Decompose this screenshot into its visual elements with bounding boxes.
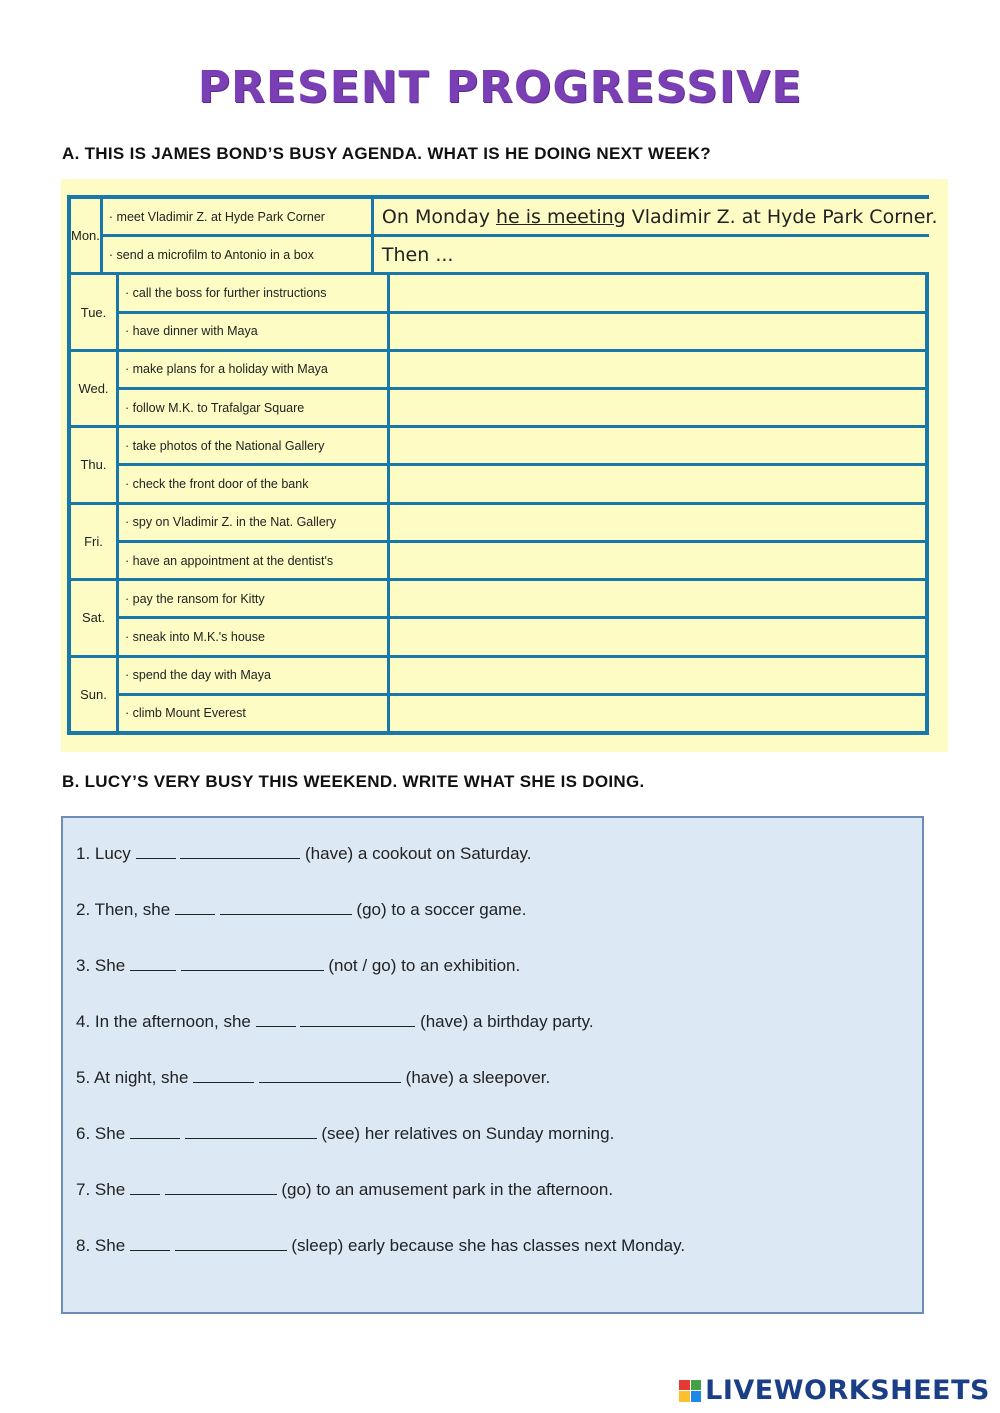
blank-verb[interactable] — [300, 1012, 415, 1027]
task-text: · check the front door of the bank — [119, 466, 387, 501]
exercise-sentence — [76, 1180, 613, 1200]
agenda-row — [119, 275, 925, 310]
blank-auxiliary[interactable] — [193, 1068, 254, 1083]
logo-text: LIVEWORKSHEETS — [705, 1375, 990, 1406]
exercise-sentence — [76, 844, 532, 864]
exercise-sentence — [76, 1012, 594, 1032]
task-text: · pay the ransom for Kitty — [119, 581, 387, 616]
task-text: · follow M.K. to Trafalgar Square — [119, 390, 387, 425]
exercise-b-box — [61, 816, 924, 1314]
blank-auxiliary[interactable] — [256, 1012, 296, 1027]
agenda-background — [61, 179, 948, 752]
example-then: Then ... — [381, 243, 454, 266]
blank-auxiliary[interactable] — [136, 844, 176, 859]
agenda-row — [119, 696, 925, 731]
task-text: · take photos of the National Gallery — [119, 428, 387, 463]
sentence-start: 8. She — [76, 1236, 126, 1255]
exercise-sentence — [76, 900, 526, 920]
sentence-hint: (have) a cookout on Saturday. — [305, 844, 532, 863]
sentence-start: 5. At night, she — [76, 1068, 189, 1087]
agenda-table — [67, 195, 938, 735]
day-label: Thu. — [71, 428, 116, 501]
agenda-row — [119, 543, 925, 578]
task-text: · spend the day with Maya — [119, 658, 387, 693]
task-text: · sneak into M.K.'s house — [119, 619, 387, 654]
logo-icon — [679, 1380, 701, 1402]
agenda-row — [103, 199, 938, 234]
sentence-hint: (have) a sleepover. — [405, 1068, 551, 1087]
blank-verb[interactable] — [175, 1236, 287, 1251]
agenda-row — [119, 619, 925, 654]
sentence-hint: (see) her relatives on Sunday morning. — [321, 1124, 615, 1143]
example-underlined: he is meeting — [496, 205, 626, 228]
liveworksheets-logo — [679, 1375, 990, 1406]
sentence-start: 7. She — [76, 1180, 126, 1199]
blank-verb[interactable] — [181, 956, 324, 971]
page-title: PRESENT PROGRESSIVE — [197, 62, 803, 113]
blank-auxiliary[interactable] — [175, 900, 215, 915]
answer-field[interactable] — [390, 428, 925, 463]
answer-field[interactable] — [374, 199, 938, 234]
day-group — [71, 505, 925, 578]
task-text: · make plans for a holiday with Maya — [119, 352, 387, 387]
answer-field[interactable] — [390, 352, 925, 387]
answer-field[interactable] — [390, 314, 925, 349]
answer-field[interactable] — [390, 658, 925, 693]
sentence-start: 1. Lucy — [76, 844, 131, 863]
agenda-row — [119, 428, 925, 463]
example-pre: On Monday — [381, 205, 496, 228]
day-label: Tue. — [71, 275, 116, 348]
day-group — [71, 428, 925, 501]
agenda-row — [119, 390, 925, 425]
task-text: · have an appointment at the dentist's — [119, 543, 387, 578]
logo-square — [679, 1391, 690, 1402]
answer-field[interactable] — [390, 390, 925, 425]
section-a-heading: A. THIS IS JAMES BOND’S BUSY AGENDA. WHAT IS HE DOING NEXT WEEK? — [62, 144, 711, 163]
logo-square — [679, 1380, 690, 1391]
day-group — [71, 199, 938, 272]
blank-verb[interactable] — [165, 1180, 277, 1195]
task-text: · send a microfilm to Antonio in a box — [103, 237, 371, 272]
blank-auxiliary[interactable] — [130, 956, 176, 971]
blank-verb[interactable] — [220, 900, 352, 915]
sentence-start: 3. She — [76, 956, 126, 975]
sentence-hint: (have) a birthday party. — [420, 1012, 594, 1031]
task-text: · have dinner with Maya — [119, 314, 387, 349]
logo-square — [691, 1380, 702, 1391]
day-group — [71, 275, 925, 348]
day-label: Mon. — [71, 199, 100, 272]
blank-auxiliary[interactable] — [130, 1124, 180, 1139]
day-group — [71, 581, 925, 654]
blank-verb[interactable] — [180, 844, 300, 859]
sentence-hint: (go) to an amusement park in the afternoon. — [281, 1180, 614, 1199]
task-text: · spy on Vladimir Z. in the Nat. Gallery — [119, 505, 387, 540]
agenda-row — [119, 658, 925, 693]
day-label: Sat. — [71, 581, 116, 654]
task-text: · climb Mount Everest — [119, 696, 387, 731]
answer-field[interactable] — [390, 619, 925, 654]
agenda-row — [119, 581, 925, 616]
blank-verb[interactable] — [185, 1124, 317, 1139]
agenda-row — [119, 466, 925, 501]
blank-auxiliary[interactable] — [130, 1236, 170, 1251]
blank-auxiliary[interactable] — [130, 1180, 160, 1195]
answer-field[interactable] — [390, 505, 925, 540]
answer-field[interactable] — [390, 543, 925, 578]
sentence-hint: (go) to a soccer game. — [356, 900, 527, 919]
logo-square — [691, 1391, 702, 1402]
section-b-heading: B. LUCY’S VERY BUSY THIS WEEKEND. WRITE WHAT SHE IS DOING. — [62, 772, 645, 791]
example-post: Vladimir Z. at Hyde Park Corner. — [625, 205, 938, 228]
day-group — [71, 352, 925, 425]
answer-field[interactable] — [390, 581, 925, 616]
exercise-sentence — [76, 1236, 685, 1256]
day-label: Wed. — [71, 352, 116, 425]
agenda-row — [119, 314, 925, 349]
day-label: Sun. — [71, 658, 116, 731]
sentence-start: 2. Then, she — [76, 900, 171, 919]
exercise-sentence — [76, 1068, 550, 1088]
day-label: Fri. — [71, 505, 116, 578]
task-text: · call the boss for further instructions — [119, 275, 387, 310]
sentence-start: 4. In the afternoon, she — [76, 1012, 251, 1031]
exercise-sentence — [76, 1124, 614, 1144]
exercise-sentence — [76, 956, 520, 976]
sentence-hint: (sleep) early because she has classes next Monday. — [291, 1236, 686, 1255]
sentence-hint: (not / go) to an exhibition. — [328, 956, 521, 975]
task-text: · meet Vladimir Z. at Hyde Park Corner — [103, 199, 371, 234]
answer-field[interactable] — [390, 275, 925, 310]
agenda-row — [103, 237, 938, 272]
blank-verb[interactable] — [259, 1068, 401, 1083]
answer-field[interactable] — [390, 696, 925, 731]
answer-field[interactable] — [390, 466, 925, 501]
agenda-row — [119, 352, 925, 387]
agenda-row — [119, 505, 925, 540]
sentence-start: 6. She — [76, 1124, 126, 1143]
answer-field[interactable] — [374, 237, 938, 272]
day-group — [71, 658, 925, 731]
